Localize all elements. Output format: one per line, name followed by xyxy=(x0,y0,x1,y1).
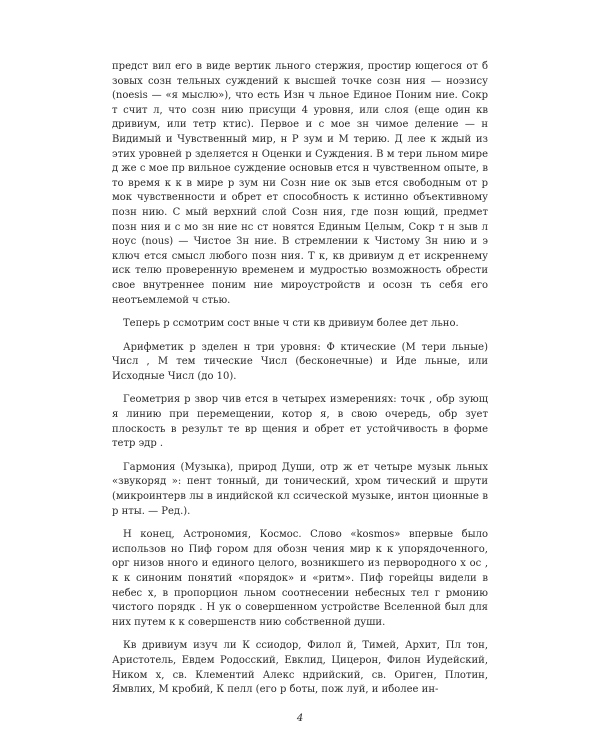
paragraph-astronomy: Н конец, Астрономия, Космос. Слово «kosmos» впервые было использов но Пиф гором для обозн чения мир к к упорядоченного, орг низов нного и единого целого, возникшего из первородного х ос , к к синоним понятий «порядок» и «ритм». Пиф горейцы видели в небес х, в пропорцион льном соотнесении небесных тел г рмонию чистого порядк . Н ук о совершенном устройстве Вселенной был для них путем к к совершенств нию собственной души. xyxy=(112,529,488,628)
paragraph-geometry: Геометрия р звор чив ется в четырех измерениях: точк , обр зующ я линию при перемещении, котор я, в свою очередь, обр зует плоскость в результ те вр щения и обрет ет устойчивость в форме тетр эдр . xyxy=(112,394,488,450)
paragraph-arithmetic: Арифметик р зделен н три уровня: Ф ктические (М тери льные) Числ , М тем тические Числ (бесконечные) и Иде льные, или Исходные Числ (до 10). xyxy=(112,341,488,382)
paragraph-intro-parts: Теперь р ссмотрим сост вные ч сти кв дривиум более дет льно. xyxy=(123,318,459,330)
page-number: 4 xyxy=(296,713,304,724)
paragraph-harmony: Гармония (Музыка), природ Души, отр ж ет четыре музык льных «звукоряд »: пент тонный, ди тонический, хром тический и шрути (микроинтерв лы в индийской кл ссической музыке, интон ционные в р нты. — Ред.). xyxy=(112,461,488,517)
paragraph-quadrivium-socrates: предст вил его в виде вертик льного стержия, простир ющегося от б зовых созн тельных суждений к высшей точке созн ния — ноэзису (noesis — «я мыслю»), что есть Изн ч льное Единое Поним ние. Сокр т счит л, что созн нию присущи 4 уровня, или слоя (еще один кв дривиум, или тетр ктис). Первое и с мое зн чимое деление — н Видимый и Чувственный мир, н Р зум и М терию. Д лее к ждый из этих уровней р зделяется н Оценки и Суждения. В м тери льном мире д же с мое пр вильное суждение основыв ется н чувственном опыте, в то время к к в мире р зум ни Созн ние ок зыв ется свободным от р мок чувственности и обрет ет способность к истинно объективному позн нию. С мый верхний слой Созн ния, где позн ющий, предмет позн ния и с мо зн ние нс ст новятся Единым Целым, Сокр т н зыв л ноус (nous) — Чистое Зн ние. В стремлении к Чистому Зн нию и э ключ ется смысл любого позн ния. Т к, кв дривиум д ет искреннему иск телю проверенную временем и мудростью возможность обрести свое внутреннее поним ние мироустройств и осозн ть себя его неотъемлемой ч стью. xyxy=(112,61,488,306)
page-body xyxy=(112,60,488,707)
paragraph-students: Кв дривиум изуч ли К ссиодор, Филол й, Тимей, Архит, Пл тон, Аристотель, Евдем Родосский, Евклид, Цицерон, Филон Иудейский, Ником х, св. Клементий Алекс ндрийский, св. Ориген, Плотин, Ямвлих, М кробий, К пелл (его р боты, пож луй, и иболее ин- xyxy=(112,640,488,696)
